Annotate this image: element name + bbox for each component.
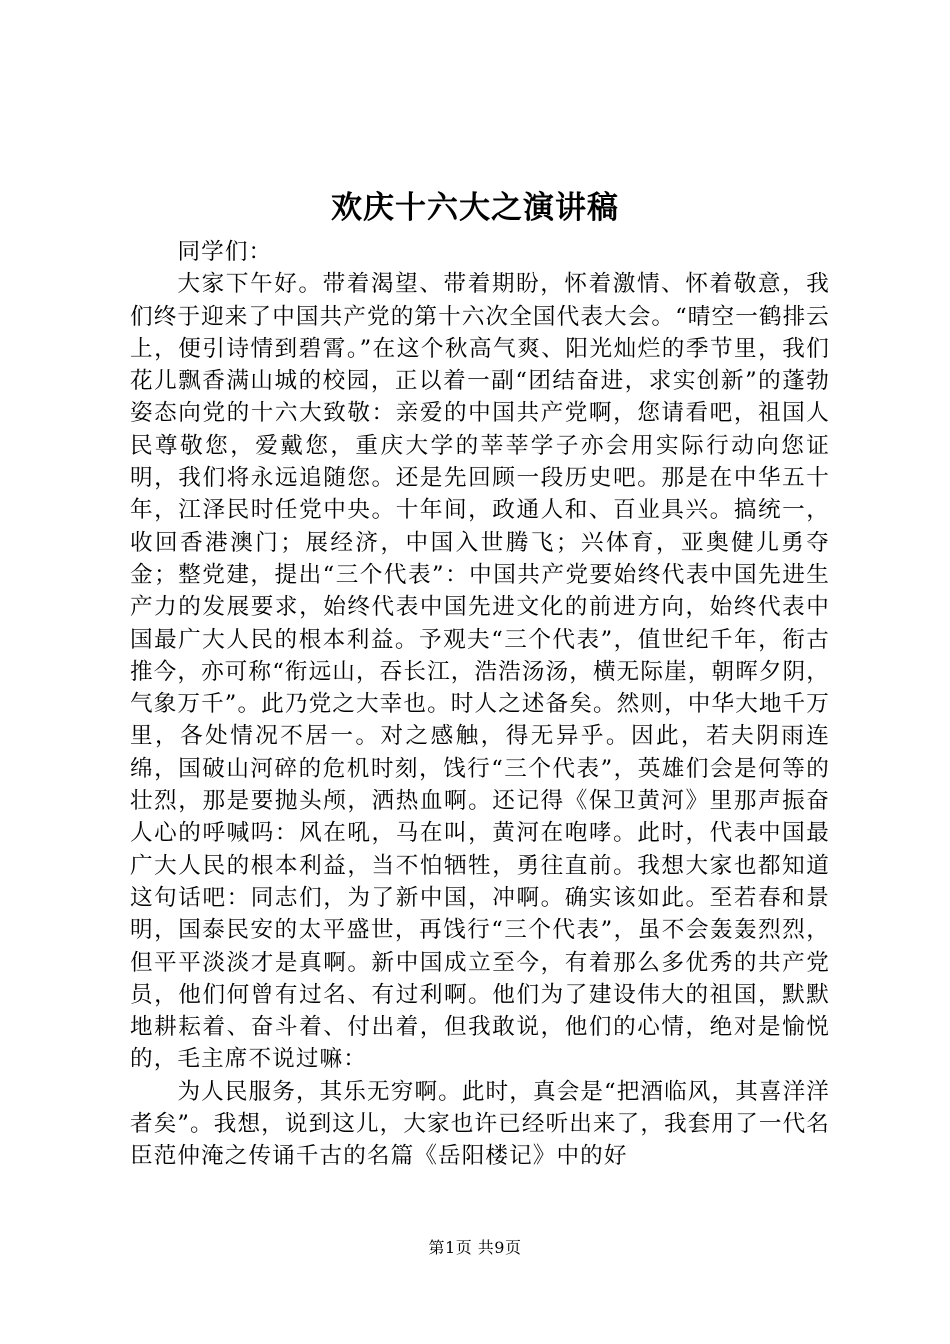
paragraph: 大家下午好。带着渴望、带着期盼，怀着激情、怀着敬意，我们终于迎来了中国共产党的第十六次全国代表大会。“晴空一鹤排云上，便引诗情到碧霄。”在这个秋高气爽、阳光灿烂的季节里，我们花儿飘香满山城的校园，正以着一副“团结奋进，求实创新”的蓬勃姿态向党的十六大致敬：亲爱的中国共产党啊，您请看吧，祖国人民尊敬您，爱戴您，重庆大学的莘莘学子亦会用实际行动向您证明，我们将永远追随您。还是先回顾一段历史吧。那是在中华五十年，江泽民时任党中央。十年间，政通人和、百业具兴。搞统一，收回香港澳门；展经济，中国入世腾飞；兴体育，亚奥健儿勇夺金；整党建，提出“三个代表”：中国共产党要始终代表中国先进生产力的发展要求，始终代表中国先进文化的前进方向，始终代表中国最广大人民的根本利益。予观夫“三个代表”，值世纪千年，衔古推今，亦可称“衔远山，吞长江，浩浩汤汤，横无际崖，朝晖夕阴，气象万千”。此乃党之大幸也。时人之述备矣。然则，中华大地千万里，各处情况不居一。对之感触，得无异乎。因此，若夫阴雨连绵，国破山河碎的危机时刻，饯行“三个代表”，英雄们会是何等的壮烈，那是要抛头颅，洒热血啊。还记得《保卫黄河》里那声振奋人心的呼喊吗：风在吼，马在叫，黄河在咆哮。此时，代表中国最广大人民的根本利益，当不怕牺牲，勇往直前。我想大家也都知道这句话吧：同志们，为了新中国，冲啊。确实该如此。至若春和景明，国泰民安的太平盛世，再饯行“三个代表”，虽不会轰轰烈烈，但平平淡淡才是真啊。新中国成立至今，有着那么多优秀的共产党员，他们何曾有过名、有过利啊。他们为了建设伟大的祖国，默默地耕耘着、奋斗着、付出着，但我敢说，他们的心情，绝对是愉悦的，毛主席不说过嘛： (130, 271, 830, 1073)
page-title: 欢庆十六大之演讲稿 (331, 190, 619, 226)
page-footer: 第1页 共9页 (428, 1238, 522, 1257)
speech-body (130, 236, 830, 1173)
paragraph: 为人民服务，其乐无穷啊。此时，真会是“把酒临风，其喜洋洋者矣”。我想，说到这儿，大家也许已经听出来了，我套用了一代名臣范仲淹之传诵千古的名篇《岳阳楼记》中的好 (130, 1078, 830, 1170)
salutation: 同学们： (177, 239, 273, 265)
